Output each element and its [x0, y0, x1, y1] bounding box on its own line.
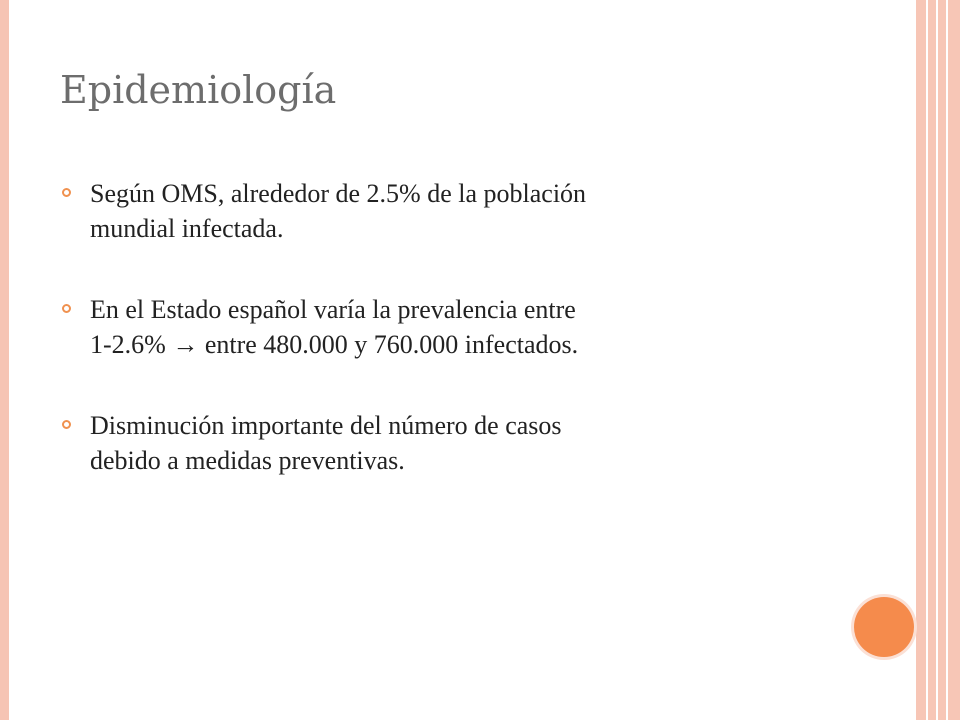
- frame-stripe: [936, 0, 938, 720]
- frame-stripe: [926, 0, 928, 720]
- bullet-text-line: Según OMS, alrededor de 2.5% de la población: [90, 179, 587, 208]
- right-frame-bars: [916, 0, 960, 720]
- bullet-list: [62, 176, 882, 524]
- bullet-text-line: mundial infectada.: [90, 214, 284, 243]
- bullet-text-line: 1-2.6% → entre 480.000 y 760.000 infectados.: [90, 330, 579, 359]
- decorative-circle-icon: [854, 597, 914, 657]
- bullet-item: [62, 408, 882, 478]
- bullet-circle-icon: [62, 304, 71, 313]
- frame-stripe: [946, 0, 948, 720]
- bullet-circle-icon: [62, 420, 71, 429]
- bullet-text-line: Disminución importante del número de casos: [90, 411, 562, 440]
- bullet-item: [62, 292, 882, 362]
- bullet-circle-icon: [62, 188, 71, 197]
- bullet-text-line: debido a medidas preventivas.: [90, 446, 405, 475]
- left-frame-bar: [0, 0, 9, 720]
- slide-title: Epidemiología: [60, 68, 337, 112]
- bullet-text-line: En el Estado español varía la prevalencia entre: [90, 295, 576, 324]
- bullet-item: [62, 176, 882, 246]
